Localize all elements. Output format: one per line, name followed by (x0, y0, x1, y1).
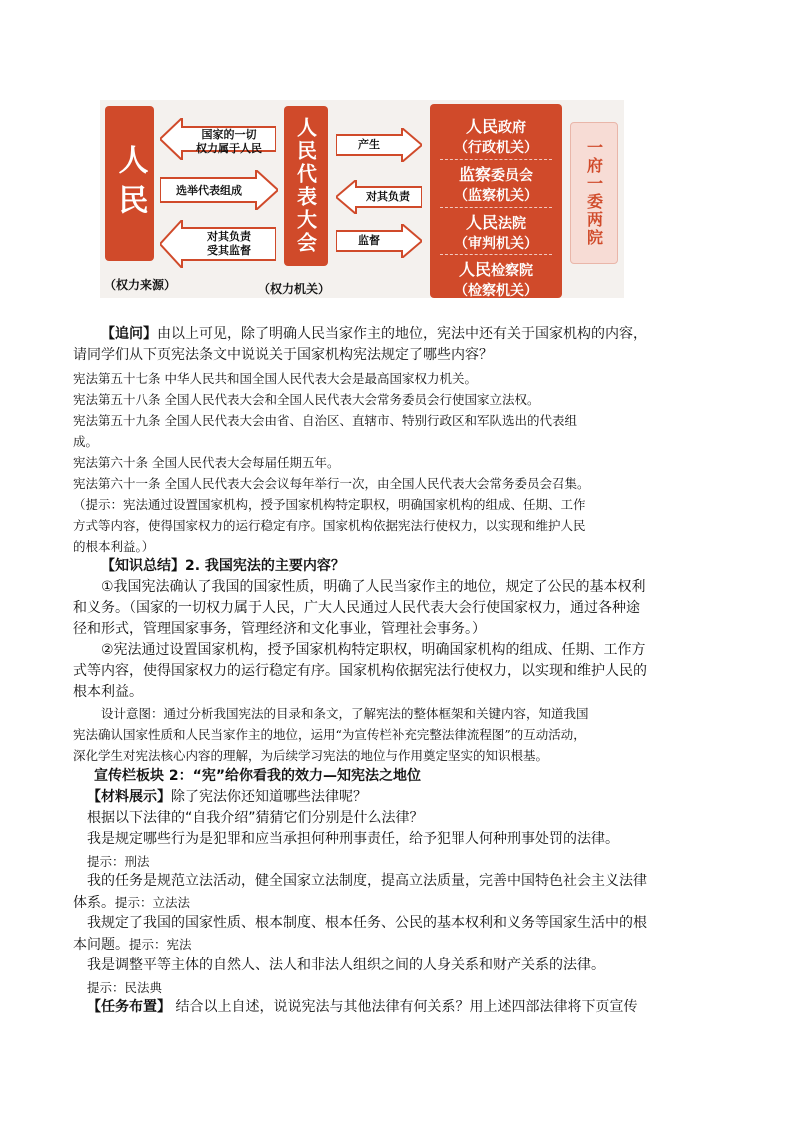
law-intro-civil-code: 我是调整平等主体的自然人、法人和非法人组织之间的人身关系和财产关系的法律。 (87, 957, 605, 973)
summary-point-1-cont: 和义务。（国家的一切权力属于人民，广大人民通过人民代表大会行使国家权力，通过各种途 (73, 600, 640, 616)
law-intro-legislation: 我的任务是规范立法活动，健全国家立法制度，提高立法质量，完善中国特色社会主义法律 (87, 873, 647, 889)
design-intent-cont: 宪法确认国家性质和人民当家作主的地位，运用“为宣传栏补充完整法律流程图”的互动活动， (73, 727, 586, 742)
design-intent-cont: 深化学生对宪法核心内容的理解，为后续学习宪法的地位与作用奠定坚实的知识根基。 (73, 748, 549, 763)
material-display: 【材料展示】除了宪法你还知道哪些法律呢？ (87, 789, 367, 805)
arrow-label-produce: 产生 (358, 138, 380, 151)
summary-point-2-cont: 式等内容，使得国家权力的运行稳定有序。国家机构依据宪法行使权力，以实现和维护人民的 (73, 663, 647, 679)
arrow-label-sovereignty: 国家的一切 权力属于人民 (196, 128, 262, 155)
people-box: 人民 (105, 106, 154, 261)
divider (440, 159, 552, 160)
hint-civil-code: 提示：民法典 (87, 980, 163, 995)
arrow-label-report: 对其负责 (366, 190, 410, 203)
law-intro-legislation-cont: 体系。提示：立法法 (73, 895, 191, 911)
arrow-label-responsible: 对其负责 受其监督 (207, 230, 251, 257)
hint-line: 方式等内容，使得国家权力的运行稳定有序。国家机构依据宪法行使权力，以实现和维护人民 (73, 518, 586, 533)
article-57: 宪法第五十七条 中华人民共和国全国人民代表大会是最高国家权力机关。 (73, 371, 477, 386)
arrow-label-supervise: 监督 (358, 234, 380, 247)
state-organs-box (430, 104, 562, 298)
article-61: 宪法第六十一条 全国人民代表大会会议每年举行一次，由全国人民代表大会常务委员会召集。 (73, 476, 590, 491)
law-intro-constitution: 我规定了我国的国家性质、根本制度、根本任务、公民的基本权利和义务等国家生活中的根 (87, 915, 647, 931)
law-intro-constitution-cont: 本问题。提示：宪法 (73, 937, 192, 953)
side-label: 一府一委两院 (570, 122, 618, 264)
article-60: 宪法第六十条 全国人民代表大会每届任期五年。 (73, 455, 340, 470)
arrow-label-elect: 选举代表组成 (176, 184, 242, 197)
state-structure-diagram (100, 100, 624, 298)
divider (440, 207, 552, 208)
summary-point-2-cont: 根本利益。 (73, 684, 143, 700)
knowledge-summary-heading: 【知识总结】2. 我国宪法的主要内容？ (101, 558, 345, 574)
followup-question-cont: 请同学们从下页宪法条文中说说关于国家机构宪法规定了哪些内容？ (73, 347, 493, 363)
article-59-cont: 成。 (73, 434, 99, 449)
task-assignment: 【任务布置】 结合以上自述，说说宪法与其他法律有何关系？用上述四部法律将下页宣传 (87, 999, 638, 1015)
summary-point-2: ②宪法通过设置国家机构，授予国家机构特定职权，明确国家机构的组成、任期、工作方 (101, 642, 646, 658)
article-58: 宪法第五十八条 全国人民代表大会和全国人民代表大会常务委员会行使国家立法权。 (73, 392, 540, 407)
hint-line: 的根本利益。） (73, 539, 155, 554)
hint-line: （提示：宪法通过设置国家机构，授予国家机构特定职权，明确国家机构的组成、任期、工作 (73, 497, 586, 512)
people-caption: （权力来源） (104, 278, 177, 292)
section-2-heading: 宣传栏板块 2：“宪”给你看我的效力—知宪法之地位 (94, 768, 422, 784)
followup-question: 【追问】由以上可见，除了明确人民当家作主的地位，宪法中还有关于国家机构的内容， (101, 326, 647, 342)
guess-prompt: 根据以下法律的“自我介绍”猜猜它们分别是什么法律？ (87, 810, 424, 826)
congress-box: 人民代表大会 (284, 106, 328, 266)
hint-criminal-law: 提示：刑法 (87, 854, 150, 869)
article-59: 宪法第五十九条 全国人民代表大会由省、自治区、直辖市、特别行政区和军队选出的代表组 (73, 413, 577, 428)
organ-procuratorate: 人民检察院 （检察机关） (454, 260, 538, 298)
congress-caption: （权力机关） (258, 282, 331, 296)
organ-court: 人民法院 （审判机关） (454, 213, 538, 252)
design-intent: 设计意图：通过分析我国宪法的目录和条文，了解宪法的整体框架和关键内容，知道我国 (101, 706, 589, 721)
summary-point-1-cont: 径和形式，管理国家事务，管理经济和文化事业，管理社会事务。） (73, 621, 486, 637)
organ-supervisory: 监察委员会 （监察机关） (454, 165, 538, 204)
law-intro-criminal: 我是规定哪些行为是犯罪和应当承担何种刑事责任，给予犯罪人何种刑事处罚的法律。 (87, 831, 619, 847)
divider (440, 254, 552, 255)
summary-point-1: ①我国宪法确认了我国的国家性质，明确了人民当家作主的地位，规定了公民的基本权利 (101, 579, 646, 595)
organ-government: 人民政府 （行政机关） (454, 117, 538, 156)
